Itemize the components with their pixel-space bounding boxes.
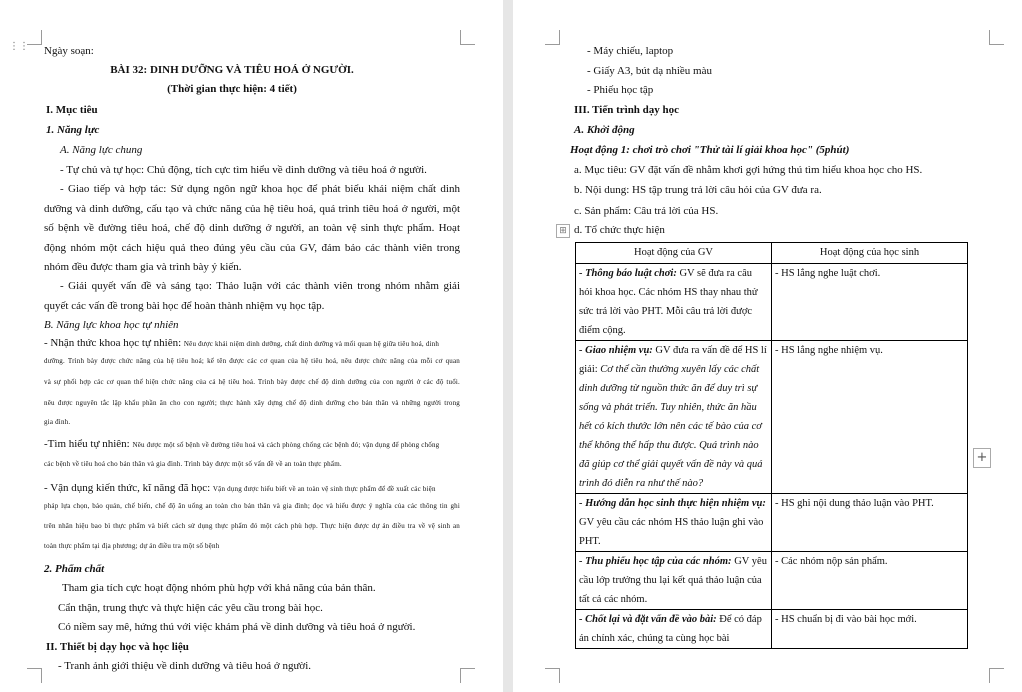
step-text: GV yêu cầu lớp trưởng thu lại kết quả thảo luận của tất cả các nhóm.	[579, 556, 767, 605]
term-label: -Tìm hiểu tự nhiên:	[44, 438, 130, 450]
heading-khoi-dong: A. Khởi động	[574, 124, 635, 136]
small-text: toàn thực phẩm tại địa phương; dự án điều tra một số bệnh	[44, 542, 220, 550]
step-label: - Hướng dẫn học sinh thực hiện nhiệm vụ:	[579, 498, 766, 509]
heading-nang-luc-khtn: B. Năng lực khoa học tự nhiên	[44, 319, 179, 331]
small-text: dưỡng. Trình bày được chức năng của hệ tiêu hoá; kể tên được các cơ quan của hệ tiêu hoá, nêu được chức năng của mỗi cơ quan	[44, 357, 460, 365]
step-label: - Chốt lại và đặt vấn đề vào bài:	[579, 614, 717, 625]
crop-mark	[989, 668, 1004, 683]
paragraph-line: - Giao tiếp và hợp tác: Sử dụng ngôn ngữ khoa học để phát biểu khái niệm chất dinh	[60, 183, 460, 195]
document-page-left	[0, 0, 503, 692]
activity-title: Hoạt động 1: chơi trò chơi "Thử tài lí giải khoa học" (5phút)	[570, 144, 850, 156]
step-question: Cơ thể cần thường xuyên lấy các chất dinh dưỡng từ nguồn thức ăn để duy trì sự sống và phát triển. Tuy nhiên, thức ăn hầu hết có kích thước lớn nên các tế bào của cơ thể không thể hấp thu được. Quá trình nào đã giúp cơ thể giải quyết vấn đề này và quá trình đó diễn ra như thế nào?	[579, 364, 763, 489]
crop-mark	[545, 30, 560, 45]
small-text: pháp lựa chọn, bảo quản, chế biến, chế độ ăn uống an toàn cho bản thân và gia đình; đọc và hiểu được ý nghĩa của các thông tin ghi	[44, 502, 460, 510]
paragraph-line: dưỡng và dinh dưỡng, cấu tạo và chức năng của hệ tiêu hoá, quá trình tiêu hoá ở người, một	[44, 203, 460, 215]
heading-muc-tieu: I. Mục tiêu	[46, 104, 98, 116]
crop-mark	[460, 668, 475, 683]
term-label: - Vận dụng kiến thức, kĩ năng đã học:	[44, 482, 211, 494]
paragraph-line: nhóm đều được tham gia và trình bày ý kiến.	[44, 261, 242, 273]
paragraph-line	[44, 336, 460, 350]
table-cell-gv	[576, 610, 772, 649]
crop-mark	[27, 668, 42, 683]
crop-mark	[27, 30, 42, 45]
column-header: Hoạt động của học sinh	[772, 243, 968, 264]
table-cell-gv	[576, 552, 772, 610]
table-row	[576, 341, 968, 494]
table-cell-gv	[576, 341, 772, 494]
heading-tien-trinh: III. Tiến trình dạy học	[574, 104, 680, 116]
heading-nang-luc: 1. Năng lực	[46, 124, 100, 136]
lesson-title: BÀI 32: DINH DƯỠNG VÀ TIÊU HOÁ Ở NGƯỜI.	[110, 64, 354, 76]
crop-mark	[989, 30, 1004, 45]
step-label: - Thông báo luật chơi:	[579, 268, 677, 279]
paragraph-line: - Tự chủ và tự học: Chủ động, tích cực tìm hiểu về dinh dưỡng và tiêu hoá ở người.	[60, 164, 427, 176]
paragraph-line: - Phiếu học tập	[587, 84, 654, 96]
table-row	[576, 552, 968, 610]
step-text: GV sẽ đưa ra câu hỏi khoa học. Các nhóm HS thay nhau thử sức trả lời vào PHT. Mỗi câu trả lời được điểm cộng.	[579, 268, 758, 336]
small-text: Vận dụng được hiểu biết về an toàn vệ sinh thực phẩm để đề xuất các biện	[212, 485, 436, 493]
step-text: GV yêu cầu các nhóm HS thảo luận ghi vào PHT.	[579, 517, 764, 547]
small-text: các bệnh về tiêu hoá cho bản thân và gia đình. Trình bày được một số vấn đề về an toàn thực phẩm.	[44, 460, 342, 468]
small-text: và sự phối hợp các cơ quan thể hiện chức năng của cả hệ tiêu hoá. Trình bày được chế độ dinh dưỡng của con người ở các độ tuổi.	[44, 378, 460, 386]
paragraph-line: Có niềm say mê, hứng thú với việc khám phá về dinh dưỡng và tiêu hoá ở người.	[58, 621, 416, 633]
heading-pham-chat: 2. Phẩm chất	[44, 563, 105, 575]
date-label: Ngày soạn:	[44, 45, 94, 57]
paragraph-line	[44, 481, 460, 495]
heading-thiet-bi: II. Thiết bị dạy học và học liệu	[46, 641, 189, 653]
term-label: - Nhận thức khoa học tự nhiên:	[44, 337, 182, 349]
column-header: Hoạt động của GV	[576, 243, 772, 264]
table-cell-hs: - HS lắng nghe nhiệm vụ.	[772, 341, 968, 494]
table-cell-hs: - HS lắng nghe luật chơi.	[772, 264, 968, 341]
table-row	[576, 610, 968, 649]
heading-nang-luc-chung: A. Năng lực chung	[60, 144, 143, 156]
activity-table	[575, 242, 968, 649]
small-text: Nêu được khái niệm dinh dưỡng, chất dinh dưỡng và mối quan hệ giữa tiêu hoá, dinh	[183, 340, 440, 348]
small-text: nêu được nguyên tắc lập khẩu phần ăn cho con người; thực hành xây dựng chế độ dinh dưỡng cho bản thân và những người trong	[44, 399, 460, 407]
table-cell-hs: - HS ghi nội dung thảo luận vào PHT.	[772, 494, 968, 552]
small-text: gia đình.	[44, 418, 71, 426]
paragraph-line	[44, 437, 460, 451]
paragraph-line: quyết các vấn đề trong bài học để hoàn thành nhiệm vụ học tập.	[44, 300, 325, 312]
step-text: GV đưa ra vấn đề để HS lí giải:	[579, 345, 767, 375]
table-row	[576, 494, 968, 552]
add-icon[interactable]: +	[973, 448, 991, 468]
paragraph-line: động nhóm một cách hiệu quả theo đúng yêu cầu của GV, đảm bảo các thành viên trong	[44, 242, 460, 254]
paragraph-line: d. Tổ chức thực hiện	[574, 224, 665, 236]
table-move-icon[interactable]: ⊞	[556, 224, 570, 238]
crop-mark	[545, 668, 560, 683]
lesson-duration: (Thời gian thực hiện: 4 tiết)	[167, 83, 297, 95]
small-text: Nêu được một số bệnh về đường tiêu hoá và cách phòng chống các bệnh đó; vận dụng để phòng chống	[132, 441, 440, 449]
paragraph-line: - Máy chiếu, laptop	[587, 45, 674, 57]
paragraph-line: - Tranh ảnh giới thiệu về dinh dưỡng và tiêu hoá ở người.	[58, 660, 312, 672]
small-text: trên nhãn hiệu bao bì thực phẩm và biết cách sử dụng thực phẩm đó một cách phù hợp. Thực hiện được dự án điều tra về vệ sinh an	[44, 522, 460, 530]
drag-handle-icon[interactable]: ⋮⋮	[9, 41, 29, 52]
paragraph-line: số bệnh về đường tiêu hoá, chế độ dinh dưỡng ở người, an toàn vệ sinh thực phẩm. Hoạt	[44, 222, 460, 234]
step-label: - Thu phiếu học tập của các nhóm:	[579, 556, 732, 567]
table-cell-gv	[576, 264, 772, 341]
table-row	[576, 264, 968, 341]
table-cell-hs: - Các nhóm nộp sản phẩm.	[772, 552, 968, 610]
paragraph-line: - Giấy A3, bút dạ nhiều màu	[587, 65, 712, 77]
table-cell-hs: - HS chuẩn bị đi vào bài học mới.	[772, 610, 968, 649]
paragraph-line: b. Nội dung: HS tập trung trả lời câu hỏi của GV đưa ra.	[574, 184, 822, 196]
paragraph-line: a. Mục tiêu: GV đặt vấn đề nhằm khơi gợi hứng thú tìm hiểu khoa học cho HS.	[574, 164, 923, 176]
paragraph-line: Tham gia tích cực hoạt động nhóm phù hợp với khả năng của bản thân.	[62, 582, 376, 594]
step-text: Để có đáp án chính xác, chúng ta cùng học bài	[579, 614, 762, 644]
paragraph-line: - Giải quyết vấn đề và sáng tạo: Thảo luận với các thành viên trong nhóm nhằm giải	[60, 280, 460, 292]
step-label: - Giao nhiệm vụ:	[579, 345, 653, 356]
paragraph-line: c. Sản phẩm: Câu trả lời của HS.	[574, 205, 719, 217]
table-header-row	[576, 243, 968, 264]
table-cell-gv	[576, 494, 772, 552]
crop-mark	[460, 30, 475, 45]
paragraph-line: Cẩn thận, trung thực và thực hiện các yêu cầu trong bài học.	[58, 602, 323, 614]
